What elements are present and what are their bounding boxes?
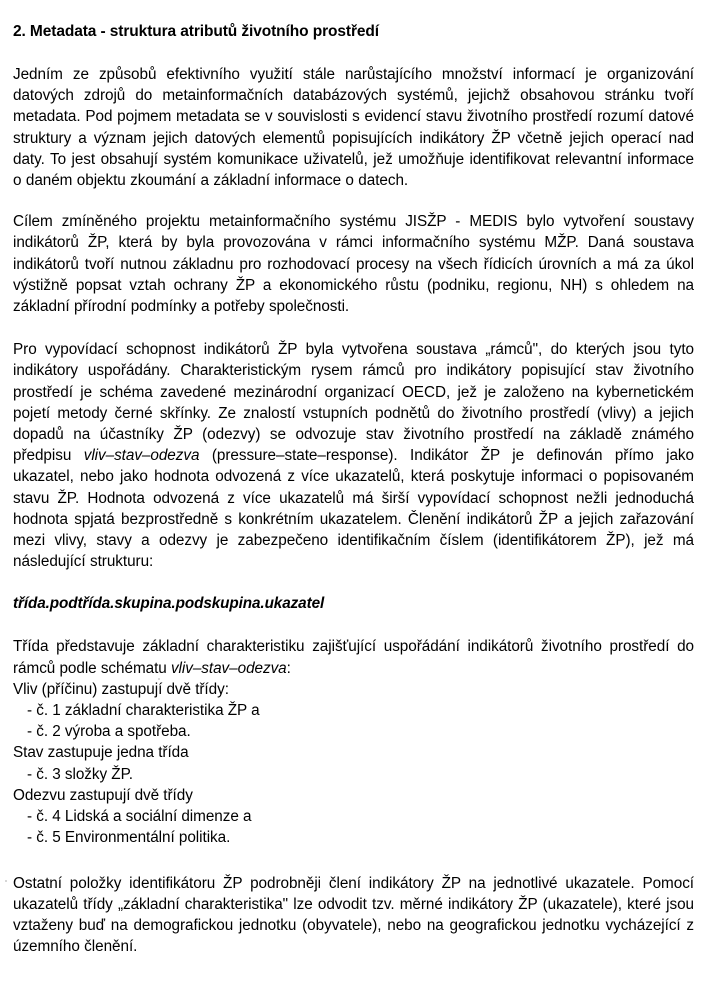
group-heading-stav: Stav zastupuje jedna třída: [13, 744, 189, 762]
term-vliv-stav-odezva: vliv–stav–odezva: [83, 447, 200, 465]
class-definition-lead: [13, 636, 694, 678]
list-item: - č. 4 Lidská a sociální dimenze a: [27, 808, 252, 826]
document-content: [13, 0, 694, 957]
paragraph-frameworks-part-b: (pressure–state–response). Indikátor ŽP je definován přímo jako ukazatel, nebo jako hodnota odvozená z více ukazatelů, která poskytuje informaci o popisovaném stavu ŽP. Hodnota odvozená z více ukazatelů má širší vypovídací schopnost nežli jednoduchá hodnota spjatá bezprostředně s konkrétním ukazatelem. Členění indikátorů ŽP a jejich zařazování mezi vlivy, stavy a odezvy je zabezpečeno identifikačním číslem (identifikátorem ŽP), jež má následující strukturu:: [13, 447, 694, 571]
paragraph-jiszp-medis-goal: Cílem zmíněného projektu metainformačního systému JISŽP - MEDIS bylo vytvoření soustavy indikátorů ŽP, která by byla provozována v rámci informačního systému MŽP. Daná soustava indikátorů tvoří nutnou základnu pro rozhodovací procesy na všech řídicích úrovních a má za úkol výstižně popsat vztah ochrany ŽP a ekonomického růstu (podniku, regionu, NH) s ohledem na základní přírodní podmínky a potřeby společnosti.: [13, 213, 694, 316]
list-item: - č. 5 Environmentální politika.: [27, 829, 231, 847]
identifier-structure-formula: třída.podtřída.skupina.podskupina.ukazatel: [13, 595, 325, 613]
paragraph-frameworks: [13, 339, 694, 572]
class-enumeration-block: [13, 636, 694, 848]
group-heading-vliv: Vliv (příčinu) zastupují dvě třídy:: [13, 680, 229, 698]
list-item: - č. 2 výroba a spotřeba.: [27, 723, 191, 741]
paragraph-metadata-intro: Jedním ze způsobů efektivního využití stále narůstajícího množství informací je organizování datových zdrojů do metainformačních databázových systémů, jejichž obsahovou stránku tvoří metadata. Pod pojmem metadata se v souvislosti s evidencí stavu životního prostředí rozumí datové struktury a význam jejich datových elementů popisujících indikátory ŽP včetně jejich operací nad daty. To jest obsahují systém komunikace uživatelů, jež umožňuje identifikovat relevantní informace o daném objektu zkoumání a základní informace o datech.: [13, 66, 694, 190]
page-title: 2. Metadata - struktura atributů životního prostředí: [13, 23, 379, 40]
scan-artifact-speck: [5, 880, 7, 882]
class-definition-lead-part-b: :: [286, 659, 291, 677]
paragraph-frameworks-part-a: Pro vypovídací schopnost indikátorů ŽP byla vytvořena soustava „rámců", do kterých jsou tyto indikátory uspořádány. Charakteristickým rysem rámců pro indikátory popisující stav životního prostředí je schéma zavedené mezinárodní organizací OECD, jež je založeno na kybernetickém pojetí metody černé skřínky. Ze znalostí vstupních podnětů do životního prostředí (vlivy) a jejich dopadů na účastníky ŽP (odezvy) se odvozuje stav životního prostředí na základě známého předpisu: [13, 341, 694, 465]
list-item: - č. 1 základní charakteristika ŽP a: [27, 702, 260, 720]
class-definition-lead-part-a: Třída představuje základní charakteristiku zajišťující uspořádání indikátorů životního prostředí do rámců podle schématu: [13, 638, 694, 677]
paragraph-other-identifier-items: Ostatní položky identifikátoru ŽP podrobněji člení indikátory ŽP na jednotlivé ukazatele. Pomocí ukazatelů třídy „základní charakteristika" lze odvodit tzv. měrné indikátory ŽP (ukazatele), které jsou vztaženy buď na demografickou jednotku (obyvatele), nebo na geografickou jednotku vycházející z územního členění.: [13, 874, 694, 956]
term-vliv-stav-odezva-list: vliv–stav–odezva: [170, 659, 287, 677]
group-heading-odezva: Odezvu zastupují dvě třídy: [13, 786, 193, 804]
list-item: - č. 3 složky ŽP.: [27, 765, 133, 783]
